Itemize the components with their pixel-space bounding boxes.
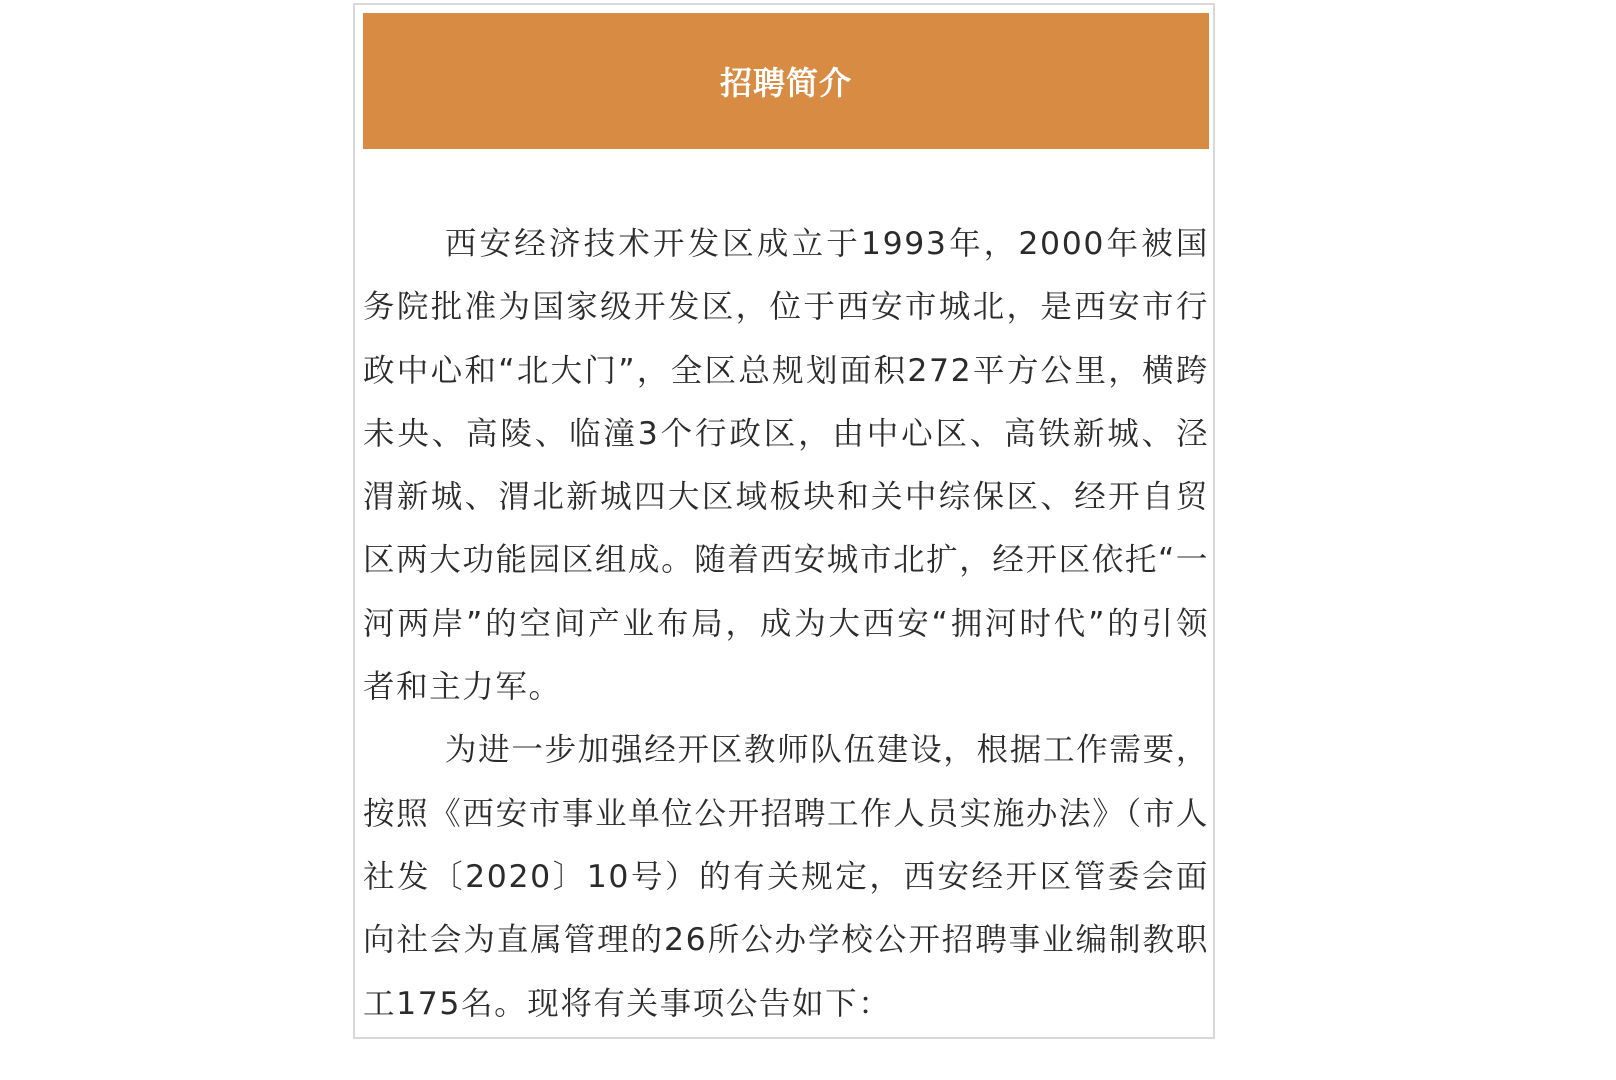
intro-body <box>363 213 1209 1036</box>
intro-paragraph-1: 西安经济技术开发区成立于1993年，2000年被国务院批准为国家级开发区，位于西安市城北，是西安市行政中心和“北大门”，全区总规划面积272平方公里，横跨未央、高陵、临潼3个行政区，由中心区、高铁新城、泾渭新城、渭北新城四大区域板块和关中综保区、经开自贸区两大功能园区组成。随着西安城市北扩，经开区依托“一河两岸”的空间产业布局，成为大西安“拥河时代”的引领者和主力军。 <box>363 226 1209 706</box>
section-title: 招聘简介 <box>719 64 852 102</box>
intro-paragraph-2: 为进一步加强经开区教师队伍建设，根据工作需要，按照《西安市事业单位公开招聘工作人员实施办法》（市人社发〔2020〕10号）的有关规定，西安经开区管委会面向社会为直属管理的26所公办学校公开招聘事业编制教职工175名。现将有关事项公告如下： <box>363 732 1209 1022</box>
section-header <box>363 13 1209 149</box>
recruitment-intro-card <box>353 3 1215 1039</box>
